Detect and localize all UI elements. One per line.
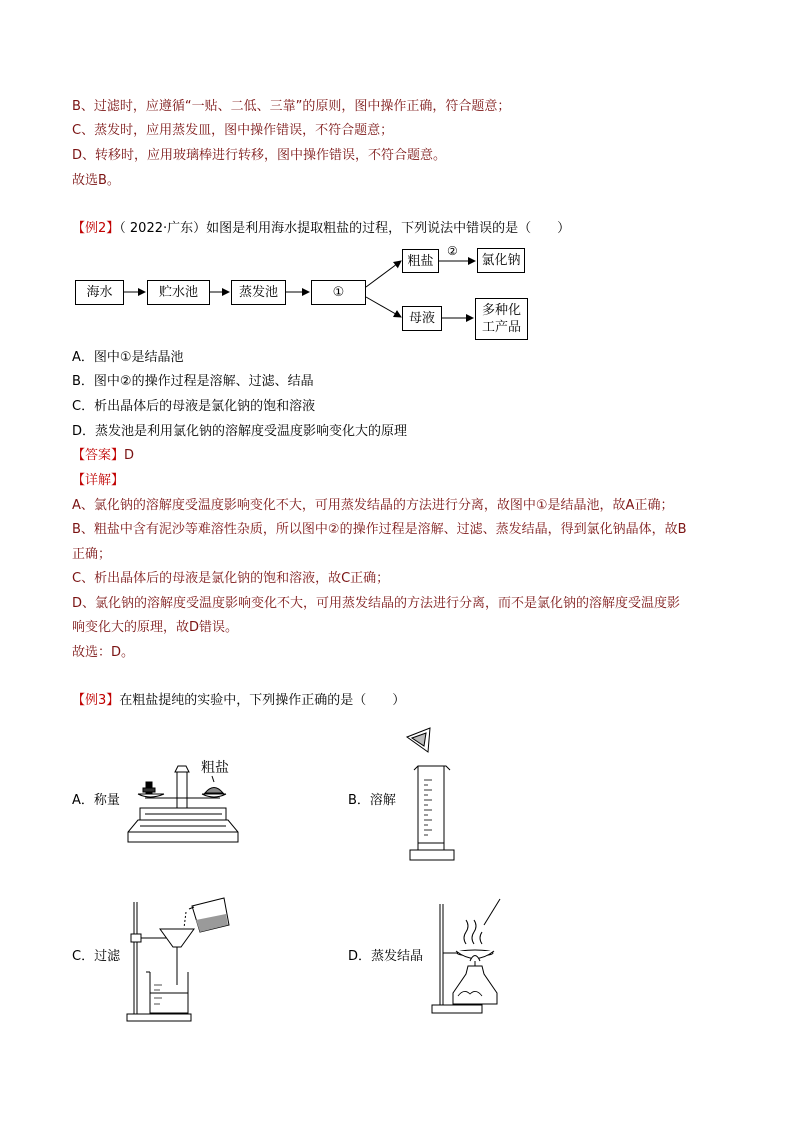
prev-conclusion: 故选B。 [72,173,120,188]
example2-tag: 【例2】 [72,221,120,236]
products-line1: 多种化 [481,303,521,318]
option-b-label: B．溶解 [348,793,396,808]
option-d: D．蒸发池是利用氯化钠的溶解度受温度影响变化大的原理 [72,424,408,439]
prev-option-b-explanation: B、过滤时，应遵循“一贴、二低、三靠”的原则，图中操作正确，符合题意； [72,99,511,114]
detail-d-line2: 响变化大的原理，故D错误。 [72,620,239,635]
balance-crude-salt-label: 粗盐 [201,760,229,776]
detail-conclusion: 故选：D。 [72,645,135,660]
products-line2: 工产品 [481,320,521,335]
example2-question: （ 2022·广东）如图是利用海水提取粗盐的过程，下列说法中错误的是（ ） [119,221,571,236]
example3-tag: 【例3】 [72,693,120,708]
option-a-label: A．称量 [72,793,120,808]
option-d-label: D．蒸发结晶 [348,949,424,964]
prev-option-c-explanation: C、蒸发时，应用蒸发皿，图中操作错误，不符合题意； [72,123,394,138]
flow-box-crude-salt: 粗盐 [402,249,439,273]
flow-step2-label: ② [447,244,458,258]
option-c-label: C．过滤 [72,949,121,964]
detail-c: C、析出晶体后的母液是氯化钠的饱和溶液，故C正确； [72,571,390,586]
option-a: A．图中①是结晶池 [72,350,184,365]
detail-a: A、氯化钠的溶解度受温度影响变化不大，可用蒸发结晶的方法进行分离，故图中①是结晶池，故A正确； [72,498,674,513]
flow-box-storage-pool: 贮水池 [147,280,210,305]
flow-box-step1: ① [311,280,366,305]
flow-box-seawater: 海水 [75,280,124,305]
flow-box-mother-liquor: 母液 [402,306,442,331]
answer-tag: 【答案】 [72,448,125,463]
flow-box-evaporation-pool: 蒸发池 [231,280,286,305]
detail-b-line2: 正确； [72,547,112,562]
prev-option-d-explanation: D、转移时，应用玻璃棒进行转移，图中操作错误，不符合题意。 [72,148,447,163]
flow-box-nacl: 氯化钠 [477,248,525,273]
option-b: B．图中②的操作过程是溶解、过滤、结晶 [72,374,314,389]
detail-b-line1: B、粗盐中含有泥沙等难溶性杂质，所以图中②的操作过程是溶解、过滤、蒸发结晶，得到氯化钠晶体，故B [72,522,687,537]
detail-d-line1: D、氯化钠的溶解度受温度影响变化不大，可用蒸发结晶的方法进行分离，而不是氯化钠的溶解度受温度影 [72,596,681,611]
option-c: C．析出晶体后的母液是氯化钠的饱和溶液 [72,399,316,414]
answer-value: D [124,448,135,463]
detail-tag: 【详解】 [72,473,125,488]
example3-question: 在粗盐提纯的实验中，下列操作正确的是（ ） [119,693,406,708]
